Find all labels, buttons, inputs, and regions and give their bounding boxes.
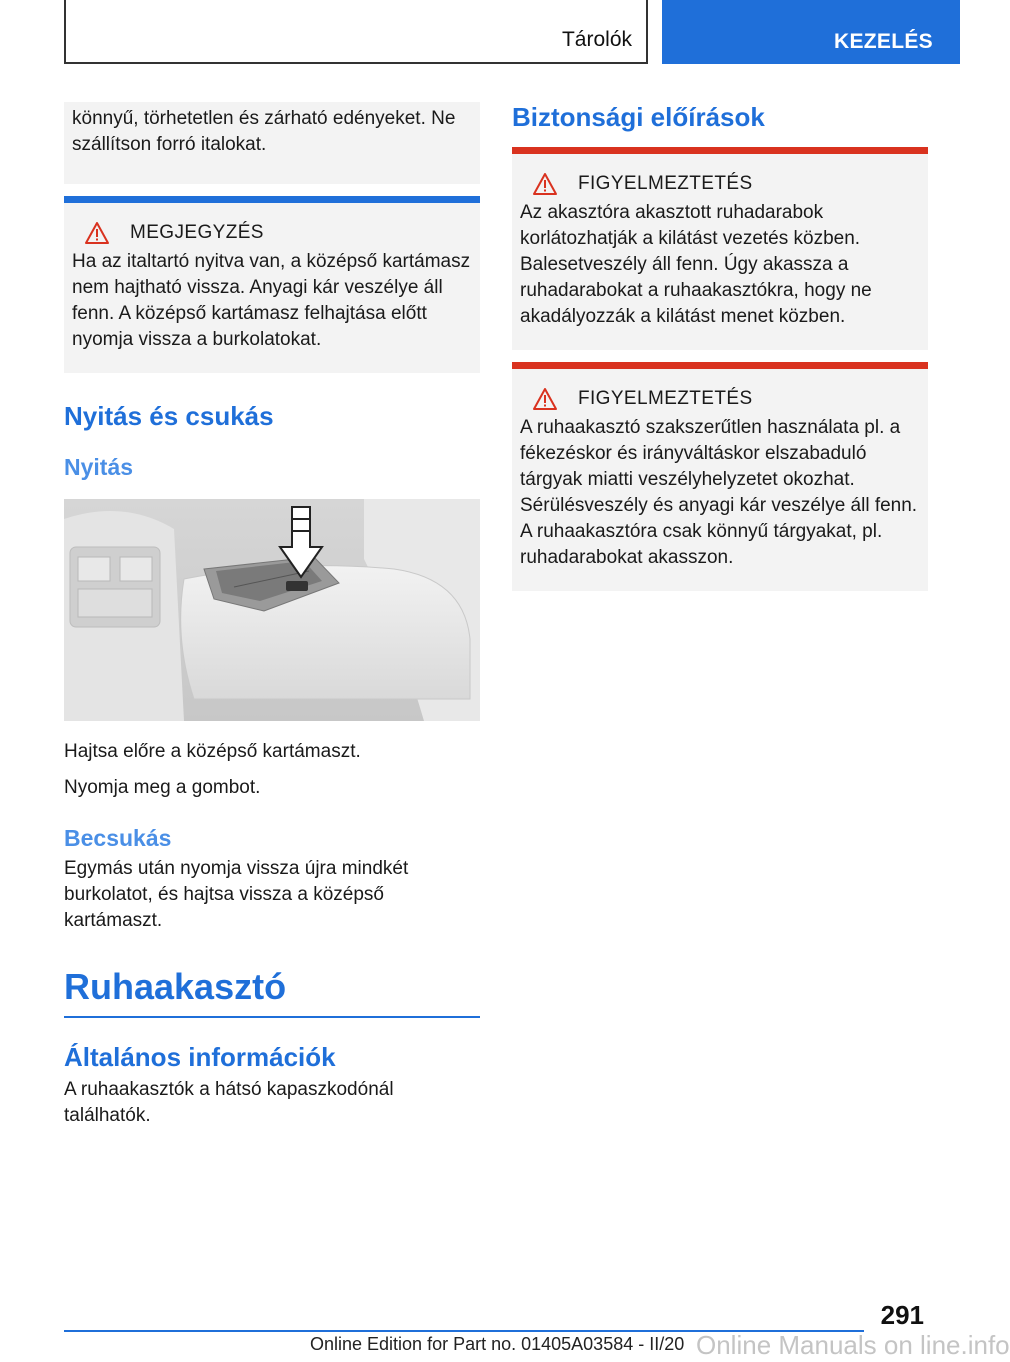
notice-bar — [64, 196, 480, 203]
notice-title: MEGJEGYZÉS — [130, 222, 264, 243]
step-press-button: Nyomja meg a gombot. — [64, 777, 261, 798]
heading-close: Becsukás — [64, 825, 172, 851]
header-chapter-tab — [662, 0, 960, 64]
warning-box-1 — [512, 147, 928, 350]
step-fold-armrest: Hajtsa előre a középső kartámaszt. — [64, 741, 361, 762]
warning-text: Az akasztóra akasztott ruhadarabok korlátozhatják a kilátást vezetés közben. Balesetveszély áll fenn. Úgy akassza a ruhadarabokat a ruhaakasztókra, hogy ne akadályozzák a kilátást menet közben. — [520, 202, 872, 327]
warning-title: FIGYELMEZTETÉS — [578, 173, 753, 194]
chapter-title: Ruhaakasztó — [64, 966, 480, 1018]
heading-general-info: Általános információk — [64, 1042, 336, 1072]
warning-triangle-icon — [532, 387, 558, 411]
warning-title: FIGYELMEZTETÉS — [578, 388, 753, 409]
header-section-tab — [64, 0, 648, 64]
page-number: 291 — [880, 1300, 924, 1330]
watermark: Online Manuals on line.info — [696, 1330, 1010, 1360]
armrest-illustration — [64, 499, 480, 721]
chapter-label: KEZELÉS — [834, 30, 933, 53]
edition-text: Online Edition for Part no. 01405A03584 - II/20 — [310, 1334, 685, 1354]
warning-triangle-icon — [84, 221, 110, 245]
warning-text: A ruhaakasztó szakszerűtlen használata pl. a fékezéskor és irányváltáskor elszabaduló tárgyak miatti veszélyhelyzetet okozhat. Sérülésveszély és anyagi kár veszélye áll fenn. A ruhaakasztóra csak könnyű tárgyakat, pl. ruhadarabokat akasszon. — [520, 417, 918, 568]
notice-text: Ha az italtartó nyitva van, a középső kartámasz nem hajtható vissza. Anyagi kár veszélye áll fenn. A középső kartámasz felhajtása előtt nyomja vissza a burkolatokat. — [72, 251, 471, 350]
left-column — [64, 102, 480, 1129]
warning-triangle-icon — [532, 172, 558, 196]
warning-box-2 — [512, 362, 928, 591]
right-column — [512, 102, 928, 591]
general-text: A ruhaakasztók a hátsó kapaszkodónál találhatók. — [64, 1079, 394, 1126]
heading-open: Nyitás — [64, 454, 134, 480]
heading-open-close: Nyitás és csukás — [64, 401, 274, 431]
intro-text: könnyű, törhetetlen és zárható edényeket. Ne szállítson forró italokat. — [72, 108, 456, 155]
warning-bar — [512, 147, 928, 154]
armrest-photo — [64, 499, 480, 721]
warning-bar — [512, 362, 928, 369]
intro-box — [64, 102, 480, 184]
section-title: Tárolók — [561, 28, 632, 51]
heading-safety: Biztonsági előírások — [512, 102, 765, 132]
notice-box — [64, 196, 480, 373]
close-text: Egymás után nyomja vissza újra mindkét burkolatot, és hajtsa vissza a középső kartámaszt. — [64, 858, 409, 931]
